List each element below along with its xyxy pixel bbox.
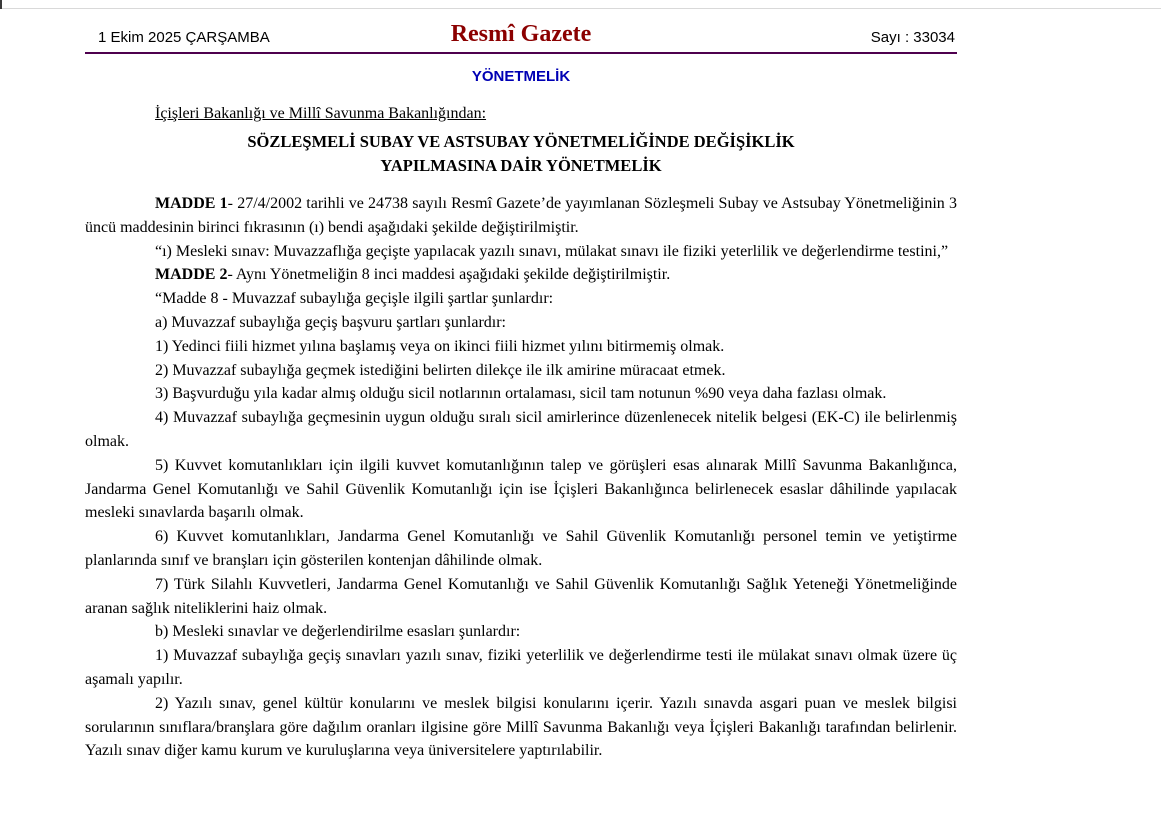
paragraph-text: “ı) Mesleki sınav: Muvazzaflığa geçişte yapılacak yazılı sınavı, mülakat sınavı ile fiziki yeterlilik ve değerlendirme testini,” (155, 242, 949, 260)
article-label: MADDE 2 (155, 266, 228, 284)
paragraph-text: 6) Kuvvet komutanlıkları, Jandarma Genel Komutanlığı ve Sahil Güvenlik Komutanlığı personel temin ve yetiştirme planlarında sınıf ve branşları için gösterilen kontenjan dâhilinde olmak. (85, 528, 957, 569)
paragraph (85, 573, 957, 621)
paragraph (85, 406, 957, 454)
gazette-content (85, 18, 957, 763)
paragraph (85, 382, 957, 406)
paragraph (85, 454, 957, 525)
paragraph (85, 692, 957, 763)
regulation-title-line2: YAPILMASINA DAİR YÖNETMELİK (380, 156, 662, 175)
paragraph (85, 240, 957, 264)
article-label: MADDE 1 (155, 195, 228, 212)
paragraph (85, 525, 957, 573)
top-divider (0, 8, 1161, 9)
paragraph-text: 2) Yazılı sınav, genel kültür konularını ve meslek bilgisi konularını içerir. Yazılı sınavda asgari puan ve meslek bilgisi sorularının sınıflara/branşlara göre dağılım oranları ilgisine göre Millî Savunma Bakanlığı veya İçişleri Bakanlığı tarafından belirlenir. Yazılı sınav diğer kamu kurum ve kuruluşlarına veya üniversitelere yaptırılabilir. (85, 694, 957, 760)
paragraph-text: a) Muvazzaf subaylığa geçiş başvuru şartları şunlardır: (155, 313, 506, 331)
issuing-authority-text: İçişleri Bakanlığı ve Millî Savunma Bakanlığından: (155, 105, 487, 122)
paragraph-text: 2) Muvazzaf subaylığa geçmek istediğini belirten dilekçe ile ilk amirine müracaat etmek. (155, 361, 726, 379)
paragraph-text: 1) Yedinci fiili hizmet yılına başlamış veya on ikinci fiili hizmet yılını bitirmemiş olmak. (155, 337, 725, 355)
paragraph (85, 620, 957, 644)
section-heading: YÖNETMELİK (471, 68, 571, 85)
paragraph (85, 287, 957, 311)
paragraph-text: - Aynı Yönetmeliğin 8 inci maddesi aşağıdaki şekilde değiştirilmiştir. (227, 266, 671, 284)
gazette-title: Resmî Gazete (450, 21, 592, 47)
regulation-title-line1: SÖZLEŞMELİ SUBAY VE ASTSUBAY YÖNETMELİĞİNDE DEĞİŞİKLİK (247, 132, 795, 151)
regulation-title (85, 130, 957, 178)
paragraph-text: 3) Başvurduğu yıla kadar almış olduğu sicil notlarının ortalaması, sicil tam notunun %90 veya daha fazlası olmak. (155, 385, 887, 403)
paragraph-text: b) Mesleki sınavlar ve değerlendirilme esasları şunlardır: (155, 623, 521, 641)
paragraph-text: 4) Muvazzaf subaylığa geçmesinin uygun olduğu sıralı sicil amirlerince düzenlenecek nitelik belgesi (EK-C) ile belirlenmiş olmak. (85, 409, 957, 450)
masthead (85, 18, 957, 54)
paragraph (85, 311, 957, 335)
paragraph-text: “Madde 8 - Muvazzaf subaylığa geçişle ilgili şartlar şunlardır: (155, 290, 554, 308)
gazette-issue-number: Sayı : 33034 (870, 29, 955, 46)
document-body (85, 192, 957, 763)
paragraph-text: 1) Muvazzaf subaylığa geçiş sınavları yazılı sınav, fiziki yeterlilik ve değerlendirme testi ile mülakat sınavı olmak üzere üç aşamalı yapılır. (85, 647, 957, 688)
paragraph (85, 335, 957, 359)
paragraph-text: 5) Kuvvet komutanlıkları için ilgili kuvvet komutanlığının talep ve görüşleri esas alınarak Millî Savunma Bakanlığınca, Jandarma Genel Komutanlığı ve Sahil Güvenlik Komutanlığı için ise İçişleri Bakanlığınca belirlenecek esaslar dâhilinde yapılacak mesleki sınavlarda başarılı olmak. (85, 456, 957, 522)
gazette-date: 1 Ekim 2025 ÇARŞAMBA (98, 29, 270, 46)
paragraph (85, 263, 957, 287)
paragraph-text: 7) Türk Silahlı Kuvvetleri, Jandarma Genel Komutanlığı ve Sahil Güvenlik Komutanlığı Sağlık Yeteneği Yönetmeliğinde aranan sağlık niteliklerini haiz olmak. (85, 575, 957, 617)
paragraph (85, 359, 957, 383)
paragraph (85, 644, 957, 692)
paragraph-text: - 27/4/2002 tarihli ve 24738 sayılı Resmî Gazete’de yayımlanan Sözleşmeli Subay ve Astsubay Yönetmeliğinin 3 üncü maddesinin birinci fıkrasının (ı) bendi aşağıdaki şekilde değiştirilmiştir. (85, 195, 957, 236)
issuing-authority (85, 102, 957, 126)
paragraph (85, 192, 957, 240)
corner-tick (0, 0, 2, 9)
